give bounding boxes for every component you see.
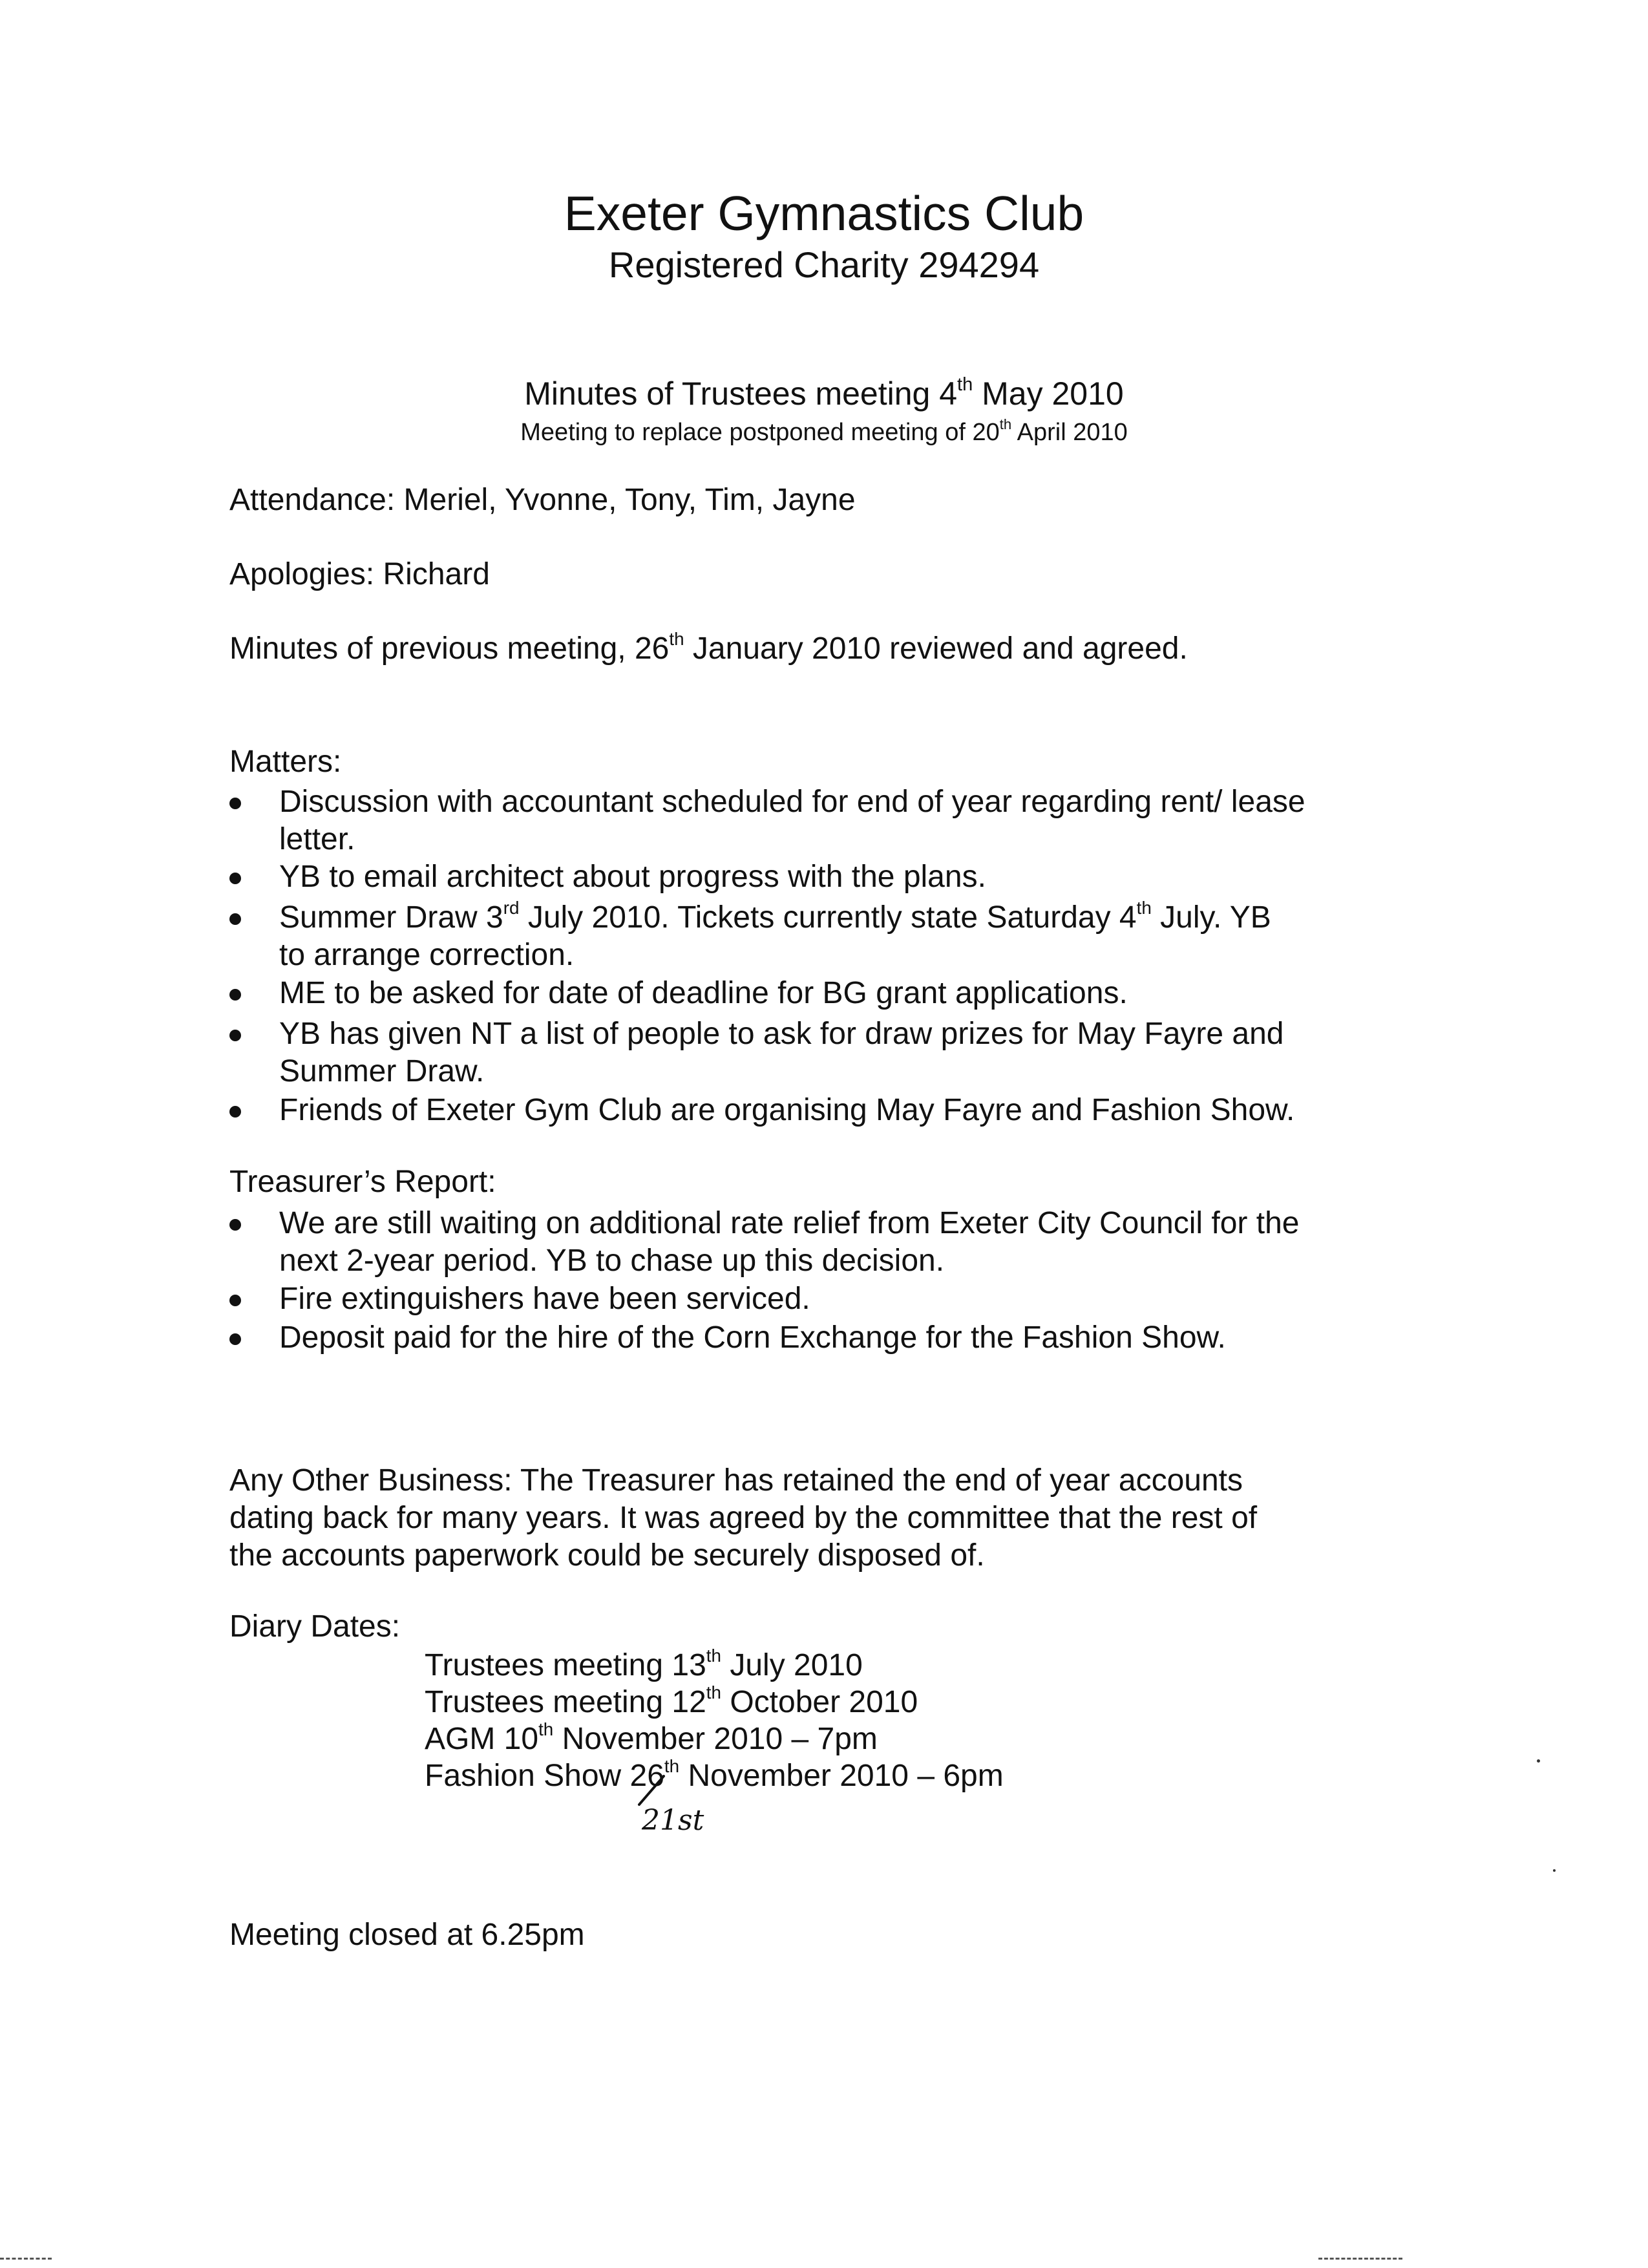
matters-item: Summer Draw 3rd July 2010. Tickets currently state Saturday 4th July. YB to arrange correction. [279,898,1271,972]
bullet-icon [229,1106,241,1118]
diary-heading: Diary Dates: [229,1609,401,1644]
charity-number: Registered Charity 294294 [608,244,1040,285]
bullet-icon [229,873,241,884]
treasurer-item: Fire extinguishers have been serviced. [279,1282,810,1316]
handwritten-correction: 21st [642,1804,704,1837]
diary-entry: Fashion Show 26th November 2010 – 6pm [425,1756,1004,1793]
club-name: Exeter Gymnastics Club [564,186,1084,240]
bullet-icon [229,1333,241,1345]
matters-heading: Matters: [229,745,342,779]
bullet-icon [229,1295,241,1306]
bullet-icon [229,798,241,809]
scan-speck [1553,1869,1556,1872]
matters-item: YB to email architect about progress with the plans. [279,860,986,894]
diary-entry: Trustees meeting 13th July 2010 [425,1646,863,1682]
diary-entry: AGM 10th November 2010 – 7pm [425,1719,878,1756]
attendance: Attendance: Meriel, Yvonne, Tony, Tim, Jayne [229,483,856,517]
matters-item: Friends of Exeter Gym Club are organising May Fayre and Fashion Show. [279,1093,1295,1127]
minutes-title: Minutes of Trustees meeting 4th May 2010 [524,374,1124,412]
apologies: Apologies: Richard [229,557,490,591]
aob-paragraph: Any Other Business: The Treasurer has retained the end of year accounts dating back for many years. It was agreed by the committee that the rest of the accounts paperwork could be securely disposed of. [229,1463,1258,1573]
minutes-subtitle: Meeting to replace postponed meeting of 20th April 2010 [520,416,1128,446]
previous-minutes: Minutes of previous meeting, 26th January 2010 reviewed and agreed. [229,629,1188,666]
bullet-icon [229,913,241,925]
bullet-icon [229,1219,241,1231]
bullet-icon [229,989,241,1001]
treasurer-heading: Treasurer’s Report: [229,1165,496,1199]
closing-line: Meeting closed at 6.25pm [229,1918,585,1952]
matters-item: ME to be asked for date of deadline for BG grant applications. [279,976,1128,1010]
bullet-icon [229,1030,241,1041]
scan-speck [1537,1759,1540,1763]
matters-item: YB has given NT a list of people to ask for draw prizes for May Fayre and Summer Draw. [279,1017,1284,1088]
treasurer-item: Deposit paid for the hire of the Corn Exchange for the Fashion Show. [279,1320,1226,1355]
diary-entry: Trustees meeting 12th October 2010 [425,1682,918,1719]
treasurer-item: We are still waiting on additional rate relief from Exeter City Council for the next 2-year period. YB to chase up this decision. [279,1206,1300,1278]
matters-item: Discussion with accountant scheduled for end of year regarding rent/ lease letter. [279,785,1305,856]
scan-edge-mark [1318,2258,1402,2262]
scan-edge-mark [0,2258,52,2262]
